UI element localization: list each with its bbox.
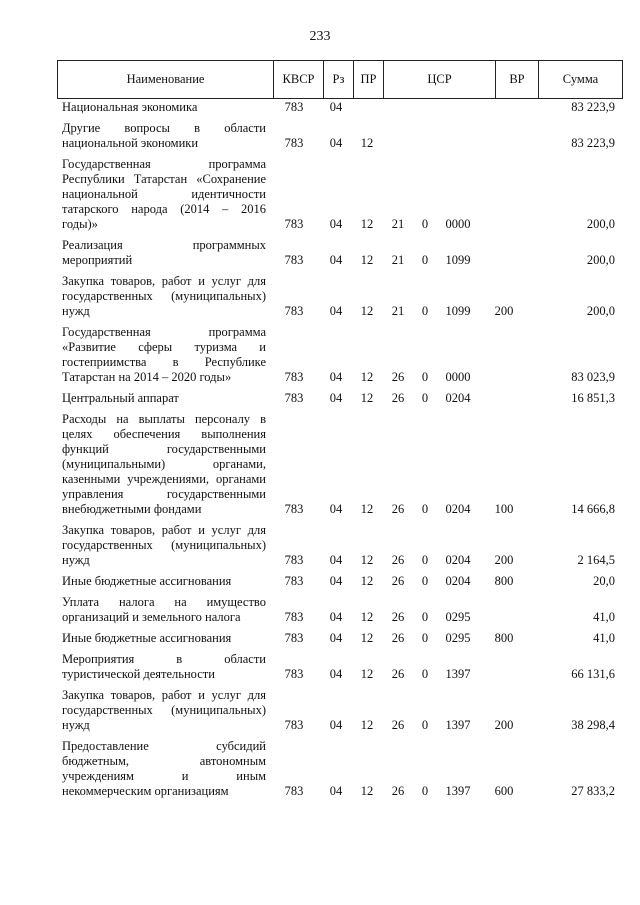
table-row (57, 325, 623, 385)
cell-vr: 200 (494, 553, 514, 567)
cell-rz: 04 (329, 217, 343, 231)
cell-rz: 04 (329, 370, 343, 384)
cell-sum: 200,0 (586, 304, 615, 318)
cell-vr: 600 (494, 784, 514, 798)
page-number: 233 (309, 29, 331, 44)
table-header (57, 60, 623, 99)
cell-rz: 04 (329, 667, 343, 681)
cell-vr: 800 (494, 631, 514, 645)
cell-pr: 12 (360, 136, 374, 150)
cell-csr1: 26 (391, 574, 405, 588)
cell-csr2: 0 (421, 667, 429, 681)
header-vr: ВР (496, 61, 539, 98)
cell-csr1: 26 (391, 631, 405, 645)
cell-pr: 12 (360, 718, 374, 732)
cell-kvsr: 783 (284, 136, 304, 150)
cell-csr3: 0204 (445, 391, 471, 405)
table-row (57, 574, 623, 589)
cell-csr3: 0000 (445, 217, 471, 231)
cell-name: Национальная экономика (62, 100, 198, 114)
cell-pr: 12 (360, 631, 374, 645)
cell-rz: 04 (329, 610, 343, 624)
cell-rz: 04 (329, 502, 343, 516)
cell-rz: 04 (329, 136, 343, 150)
cell-csr2: 0 (421, 253, 429, 267)
cell-rz: 04 (329, 253, 343, 267)
cell-csr1: 26 (391, 718, 405, 732)
cell-kvsr: 783 (284, 253, 304, 267)
cell-csr2: 0 (421, 553, 429, 567)
cell-vr: 200 (494, 718, 514, 732)
cell-kvsr: 783 (284, 574, 304, 588)
cell-pr: 12 (360, 784, 374, 798)
table-row (57, 412, 623, 517)
cell-csr3: 0204 (445, 574, 471, 588)
cell-name: Мероприятия в области туристической деятельности (62, 652, 266, 681)
cell-sum: 38 298,4 (571, 718, 615, 732)
header-kvsr: КВСР (274, 61, 324, 98)
cell-sum: 27 833,2 (571, 784, 615, 798)
cell-csr2: 0 (421, 784, 429, 798)
cell-csr2: 0 (421, 391, 429, 405)
cell-name: Закупка товаров, работ и услуг для государственных (муниципальных) нужд (62, 274, 266, 318)
cell-csr2: 0 (421, 718, 429, 732)
cell-csr3: 1099 (445, 253, 471, 267)
cell-csr2: 0 (421, 304, 429, 318)
cell-csr2: 0 (421, 631, 429, 645)
cell-name: Иные бюджетные ассигнования (62, 631, 232, 645)
header-rz: Рз (324, 61, 354, 98)
cell-csr1: 26 (391, 667, 405, 681)
cell-csr2: 0 (421, 217, 429, 231)
table-row (57, 100, 623, 115)
cell-csr3: 1099 (445, 304, 471, 318)
cell-name: Государственная программа «Развитие сферы туризма и гостеприимства в Республике Татарстан на 2014 – 2020 годы» (62, 325, 266, 384)
cell-csr2: 0 (421, 610, 429, 624)
table-row (57, 238, 623, 268)
table-row (57, 739, 623, 799)
cell-csr1: 21 (391, 217, 405, 231)
cell-csr1: 21 (391, 253, 405, 267)
cell-rz: 04 (329, 631, 343, 645)
cell-name: Уплата налога на имущество организаций и земельного налога (62, 595, 266, 624)
cell-vr: 200 (494, 304, 514, 318)
table-row (57, 274, 623, 319)
cell-rz: 04 (329, 100, 343, 114)
header-csr: ЦСР (384, 61, 496, 98)
cell-rz: 04 (329, 784, 343, 798)
cell-sum: 83 023,9 (571, 370, 615, 384)
cell-csr1: 21 (391, 304, 405, 318)
cell-kvsr: 783 (284, 502, 304, 516)
table-row (57, 631, 623, 646)
cell-csr3: 1397 (445, 718, 471, 732)
cell-sum: 200,0 (586, 217, 615, 231)
cell-sum: 41,0 (593, 631, 615, 645)
budget-table (57, 60, 623, 805)
cell-kvsr: 783 (284, 631, 304, 645)
cell-kvsr: 783 (284, 370, 304, 384)
cell-csr3: 0204 (445, 502, 471, 516)
cell-rz: 04 (329, 304, 343, 318)
cell-csr1: 26 (391, 610, 405, 624)
cell-rz: 04 (329, 574, 343, 588)
cell-kvsr: 783 (284, 100, 304, 114)
cell-sum: 200,0 (586, 253, 615, 267)
cell-sum: 14 666,8 (571, 502, 615, 516)
cell-pr: 12 (360, 610, 374, 624)
cell-kvsr: 783 (284, 553, 304, 567)
cell-pr: 12 (360, 574, 374, 588)
table-row (57, 121, 623, 151)
cell-rz: 04 (329, 553, 343, 567)
cell-name: Государственная программа Республики Татарстан «Сохранение национальной идентичности татарского народа (2014 – 2016 годы)» (62, 157, 266, 231)
table-body (57, 100, 623, 799)
cell-csr3: 0000 (445, 370, 471, 384)
cell-pr: 12 (360, 253, 374, 267)
cell-sum: 66 131,6 (571, 667, 615, 681)
cell-kvsr: 783 (284, 610, 304, 624)
cell-name: Расходы на выплаты персоналу в целях обеспечения выполнения функций государственными (муниципальными) органами, казенными учреждениями, органами управления государственными внебюджетными фондами (62, 412, 266, 516)
table-row (57, 523, 623, 568)
cell-csr1: 26 (391, 391, 405, 405)
cell-sum: 83 223,9 (571, 136, 615, 150)
cell-name: Реализация программных мероприятий (62, 238, 266, 267)
cell-name: Предоставление субсидий бюджетным, автономным учреждениям и иным некоммерческим организациям (62, 739, 266, 798)
cell-pr: 12 (360, 304, 374, 318)
cell-sum: 16 851,3 (571, 391, 615, 405)
cell-sum: 20,0 (593, 574, 615, 588)
table-row (57, 157, 623, 232)
cell-sum: 41,0 (593, 610, 615, 624)
cell-pr: 12 (360, 553, 374, 567)
header-name: Наименование (58, 61, 274, 98)
cell-kvsr: 783 (284, 304, 304, 318)
cell-sum: 83 223,9 (571, 100, 615, 114)
cell-kvsr: 783 (284, 667, 304, 681)
table-row (57, 391, 623, 406)
cell-pr: 12 (360, 502, 374, 516)
cell-kvsr: 783 (284, 391, 304, 405)
cell-csr3: 1397 (445, 784, 471, 798)
cell-kvsr: 783 (284, 718, 304, 732)
cell-pr: 12 (360, 391, 374, 405)
cell-name: Центральный аппарат (62, 391, 179, 405)
table-row (57, 652, 623, 682)
table-row (57, 595, 623, 625)
cell-name: Закупка товаров, работ и услуг для государственных (муниципальных) нужд (62, 688, 266, 732)
cell-name: Иные бюджетные ассигнования (62, 574, 232, 588)
cell-csr1: 26 (391, 784, 405, 798)
cell-csr1: 26 (391, 370, 405, 384)
header-sum: Сумма (562, 72, 599, 86)
cell-pr: 12 (360, 217, 374, 231)
cell-csr2: 0 (421, 370, 429, 384)
cell-kvsr: 783 (284, 784, 304, 798)
cell-pr: 12 (360, 370, 374, 384)
cell-csr3: 0295 (445, 631, 471, 645)
cell-csr3: 0204 (445, 553, 471, 567)
cell-csr2: 0 (421, 574, 429, 588)
cell-csr3: 0295 (445, 610, 471, 624)
cell-kvsr: 783 (284, 217, 304, 231)
cell-vr: 800 (494, 574, 514, 588)
cell-pr: 12 (360, 667, 374, 681)
cell-rz: 04 (329, 391, 343, 405)
cell-csr3: 1397 (445, 667, 471, 681)
cell-vr: 100 (494, 502, 514, 516)
cell-csr1: 26 (391, 502, 405, 516)
cell-csr1: 26 (391, 553, 405, 567)
cell-name: Закупка товаров, работ и услуг для государственных (муниципальных) нужд (62, 523, 266, 567)
table-row (57, 688, 623, 733)
cell-csr2: 0 (421, 502, 429, 516)
cell-sum: 2 164,5 (577, 553, 615, 567)
header-pr: ПР (354, 61, 384, 98)
cell-name: Другие вопросы в области национальной экономики (62, 121, 266, 150)
cell-rz: 04 (329, 718, 343, 732)
